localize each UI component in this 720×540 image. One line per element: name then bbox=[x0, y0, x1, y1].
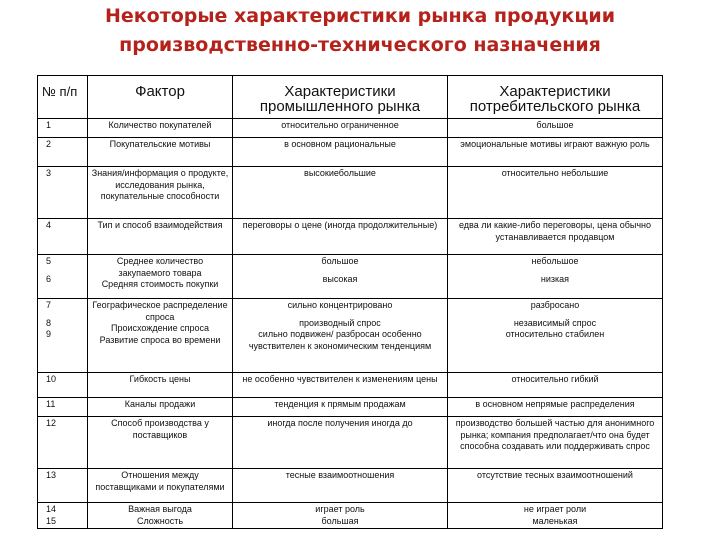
row-consumer: маленькая bbox=[532, 515, 578, 526]
row-num: 13 bbox=[38, 469, 88, 503]
row-factor: Географическое распределение спроса bbox=[92, 300, 228, 322]
row-num: 7 bbox=[46, 300, 52, 310]
row-consumer: производство большей частью для анонимного рынка; компания предполагает/что она будет способна создавать или поддерживать спрос bbox=[448, 417, 663, 469]
table-row bbox=[38, 398, 663, 417]
row-num: 4 bbox=[38, 219, 88, 255]
row-industrial-group-14-15 bbox=[233, 503, 448, 529]
table-row bbox=[38, 119, 663, 138]
row-factor: Происхождение спроса bbox=[111, 323, 209, 333]
title-line-2: производственно-технического назначения bbox=[119, 34, 601, 56]
row-consumer: в основном непрямые распределения bbox=[448, 398, 663, 417]
row-num: 8 bbox=[46, 317, 52, 328]
row-num-group-14-15 bbox=[38, 503, 88, 529]
row-consumer: разбросано bbox=[530, 300, 580, 310]
row-factor: Тип и способ взаимодействия bbox=[88, 219, 233, 255]
row-factor: Важная выгода bbox=[128, 504, 192, 514]
row-num: 6 bbox=[46, 273, 52, 284]
row-industrial: высокая bbox=[322, 273, 358, 284]
row-industrial: в основном рациональные bbox=[233, 138, 448, 167]
row-industrial: тенденция к прямым продажам bbox=[233, 398, 448, 417]
row-consumer: отсутствие тесных взаимоотношений bbox=[448, 469, 663, 503]
row-consumer-group-7-9 bbox=[448, 299, 663, 373]
table-row bbox=[38, 503, 663, 529]
row-industrial: иногда после получения иногда до bbox=[233, 417, 448, 469]
row-factor: Знания/информация о продукте, исследования рынка, покупательные способности bbox=[88, 167, 233, 219]
header-industrial: Характеристики промышленного рынка bbox=[233, 76, 448, 119]
row-industrial-group-5-6 bbox=[233, 255, 448, 299]
characteristics-table bbox=[37, 75, 663, 529]
row-factor: Отношения между поставщиками и покупателями bbox=[88, 469, 233, 503]
row-consumer: едва ли какие-либо переговоры, цена обычно устанавливается продавцом bbox=[448, 219, 663, 255]
table-row bbox=[38, 219, 663, 255]
header-factor: Фактор bbox=[88, 76, 233, 119]
table-row bbox=[38, 138, 663, 167]
table-row bbox=[38, 417, 663, 469]
row-consumer-group-5-6 bbox=[448, 255, 663, 299]
row-num: 10 bbox=[38, 373, 88, 398]
row-industrial: сильно подвижен/ разбросан особенно чувствителен к экономическим тенденциям bbox=[248, 329, 432, 351]
row-industrial: играет роль bbox=[315, 504, 365, 514]
row-num: 2 bbox=[38, 138, 88, 167]
row-consumer: низкая bbox=[540, 273, 570, 284]
header-consumer: Характеристики потребительского рынка bbox=[448, 76, 663, 119]
row-factor-group-5-6 bbox=[88, 255, 233, 299]
row-consumer: небольшое bbox=[531, 256, 579, 266]
row-industrial: высокиебольшие bbox=[233, 167, 448, 219]
row-industrial: не особенно чувствителен к изменениям цены bbox=[233, 373, 448, 398]
row-num: 12 bbox=[38, 417, 88, 469]
header-num: № п/п bbox=[38, 76, 88, 119]
row-industrial: тесные взаимоотношения bbox=[233, 469, 448, 503]
row-num: 11 bbox=[38, 398, 88, 417]
row-factor: Способ производства у поставщиков bbox=[88, 417, 233, 469]
row-industrial: сильно концентрировано bbox=[287, 300, 393, 310]
page-title bbox=[0, 2, 720, 60]
row-factor: Покупательские мотивы bbox=[88, 138, 233, 167]
row-num-group-7-9 bbox=[38, 299, 88, 373]
row-consumer: не играет роли bbox=[523, 504, 587, 514]
row-industrial: переговоры о цене (иногда продолжительные) bbox=[233, 219, 448, 255]
row-factor: Количество покупателей bbox=[88, 119, 233, 138]
row-consumer: большое bbox=[448, 119, 663, 138]
row-num: 14 bbox=[46, 504, 57, 514]
row-factor: Гибкость цены bbox=[88, 373, 233, 398]
row-consumer: относительно стабилен bbox=[505, 329, 605, 339]
row-industrial: производный спрос bbox=[299, 317, 381, 328]
row-factor: Каналы продажи bbox=[88, 398, 233, 417]
table-row bbox=[38, 255, 663, 299]
table-header-row bbox=[38, 76, 663, 119]
row-industrial: относительно ограниченное bbox=[233, 119, 448, 138]
table-row bbox=[38, 373, 663, 398]
row-num: 15 bbox=[46, 515, 57, 526]
row-consumer: относительно гибкий bbox=[448, 373, 663, 398]
row-num: 3 bbox=[38, 167, 88, 219]
row-consumer-group-14-15 bbox=[448, 503, 663, 529]
row-num-group-5-6 bbox=[38, 255, 88, 299]
row-industrial: большое bbox=[321, 256, 359, 266]
row-consumer: относительно небольшие bbox=[448, 167, 663, 219]
title-line-1: Некоторые характеристики рынка продукции bbox=[104, 5, 616, 27]
table-row bbox=[38, 299, 663, 373]
row-factor-group-14-15 bbox=[88, 503, 233, 529]
row-factor: Среднее количество закупаемого товара bbox=[116, 256, 204, 278]
row-factor: Сложность bbox=[136, 515, 184, 526]
table-row bbox=[38, 469, 663, 503]
row-factor: Развитие спроса во времени bbox=[99, 334, 221, 345]
row-industrial: большая bbox=[321, 515, 359, 526]
table-row bbox=[38, 167, 663, 219]
row-consumer: независимый спрос bbox=[513, 317, 597, 328]
row-consumer: эмоциональные мотивы играют важную роль bbox=[448, 138, 663, 167]
row-industrial-group-7-9 bbox=[233, 299, 448, 373]
row-factor: Средняя стоимость покупки bbox=[101, 279, 219, 289]
row-num: 5 bbox=[46, 256, 52, 266]
row-factor-group-7-9 bbox=[88, 299, 233, 373]
row-num: 1 bbox=[38, 119, 88, 138]
row-num: 9 bbox=[46, 329, 52, 339]
